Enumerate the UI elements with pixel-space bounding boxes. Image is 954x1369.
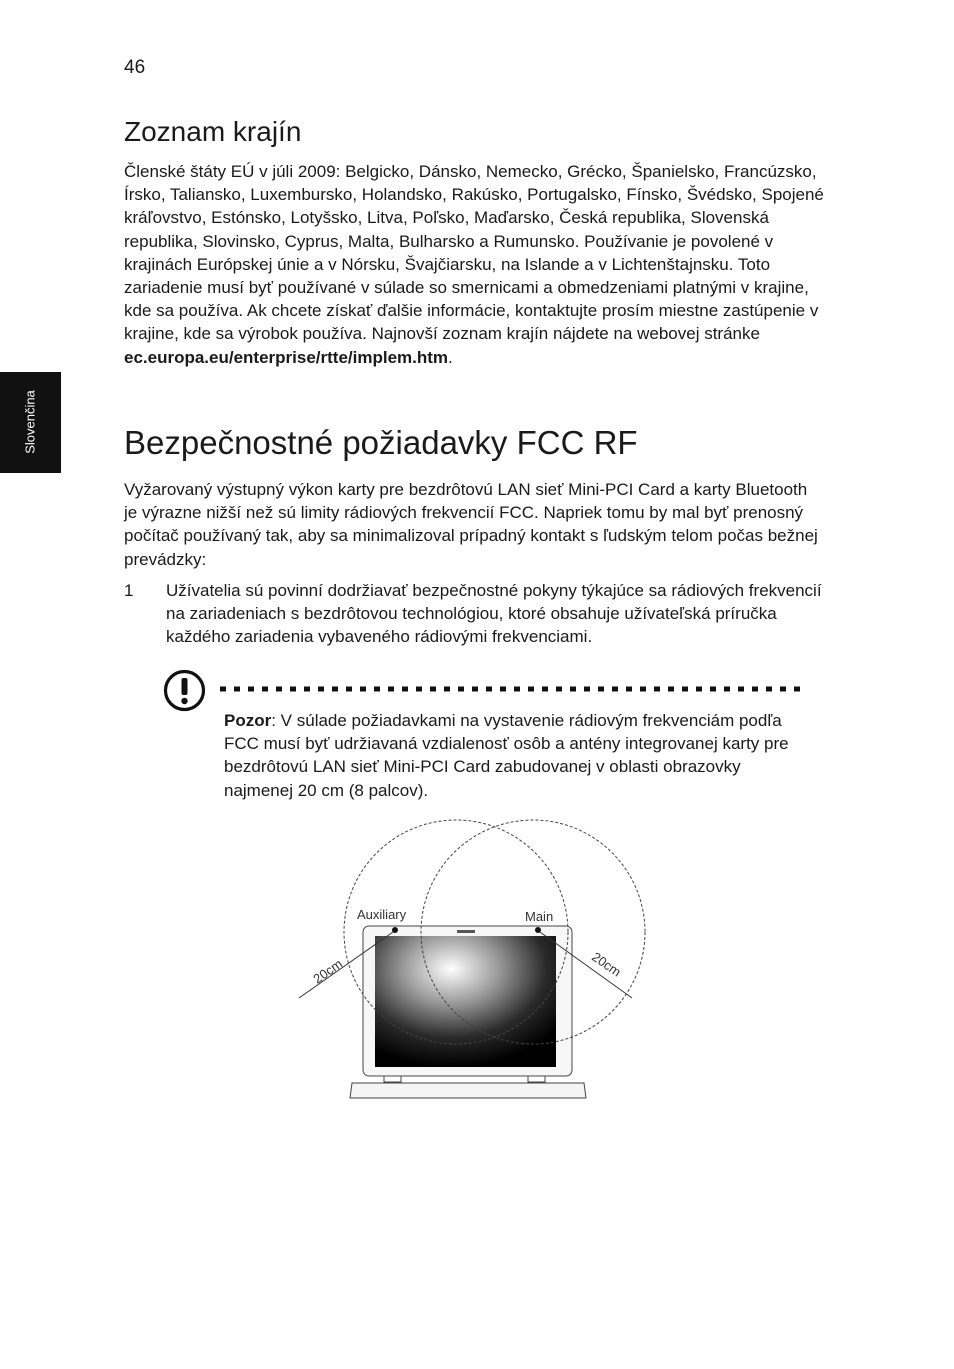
side-tab-label: Slovenčina (22, 390, 38, 454)
caution-text: : V súlade požiadavkami na vystavenie rádiovým frekvenciám podľa FCC musí byť udržiavaná vzdialenosť osôb a antény integrovanej karty pre bezdrôtovú LAN sieť Mini-PCI Card zabudovanej v oblasti obrazovky najmenej 20 cm (8 palcov). (224, 711, 789, 800)
note-separator (220, 686, 807, 692)
hinge-right (528, 1076, 545, 1082)
page-number: 46 (124, 57, 146, 78)
auxiliary-label: Auxiliary (357, 907, 407, 922)
caution-icon (163, 669, 206, 712)
language-side-tab (0, 372, 61, 473)
laptop-screen (375, 936, 556, 1067)
caution-label: Pozor (224, 711, 272, 730)
section-heading-country-list: Zoznam krajín (124, 116, 302, 147)
country-list-paragraph (124, 160, 824, 369)
laptop-base (350, 1083, 586, 1098)
list-item-text: Užívatelia sú povinní dodržiavať bezpečnostné pokyny týkajúce sa rádiových frekvencií na zariadeniach s bezdrôtovou technológiou, ktoré obsahuje užívateľská príručka každého zariadenia vybaveného rádiovými frekvenciami. (166, 581, 822, 647)
section-heading-fcc-rf: Bezpečnostné požiadavky FCC RF (124, 424, 638, 461)
left-distance-label: 20cm (310, 955, 346, 987)
eu-website-link[interactable]: ec.europa.eu/enterprise/rtte/implem.htm (124, 347, 449, 367)
main-label: Main (525, 909, 554, 924)
right-distance-label: 20cm (589, 948, 624, 980)
fcc-intro-paragraph: Vyžarovaný výstupný výkon karty pre bezdrôtovú LAN sieť Mini-PCI Card a karty Bluetooth je výrazne nižší než sú limity rádiových frekvencií FCC. Napriek tomu by mal byť prenosný počítač používaný tak, aby sa minimalizoval prípadný kontakt s ľudským telom počas bežnej prevádzky: (124, 480, 818, 569)
webcam (457, 930, 475, 933)
antenna-distance-figure (270, 808, 670, 1108)
country-list-text: Členské štáty EÚ v júli 2009: Belgicko, Dánsko, Nemecko, Grécko, Španielsko, Francúzsko, Írsko, Taliansko, Luxembursko, Holandsko, Rakúsko, Portugalsko, Fínsko, Švédsko, Spojené kráľovstvo, Estónsko, Lotyšsko, Litva, Poľsko, Maďarsko, Česká republika, Slovenská republika, Slovinsko, Cyprus, Malta, Bulharsko a Rumunsko. Používanie je povolené v krajinách Európskej únie a v Nórsku, Švajčiarsku, na Islande a v Lichtenštajnsku. Toto zariadenie musí byť používané v súlade so smernicami a obmedzeniami platnými v krajine, kde sa používa. Ak chcete získať ďalšie informácie, kontaktujte prosím miestne zastúpenie v krajine, kde sa výrobok používa. Najnovší zoznam krajín nájdete na webovej stránke (124, 162, 824, 344)
hinge-left (384, 1076, 401, 1082)
link-suffix: . (448, 347, 453, 367)
list-item-number: 1 (124, 581, 134, 600)
caution-note (224, 709, 814, 802)
